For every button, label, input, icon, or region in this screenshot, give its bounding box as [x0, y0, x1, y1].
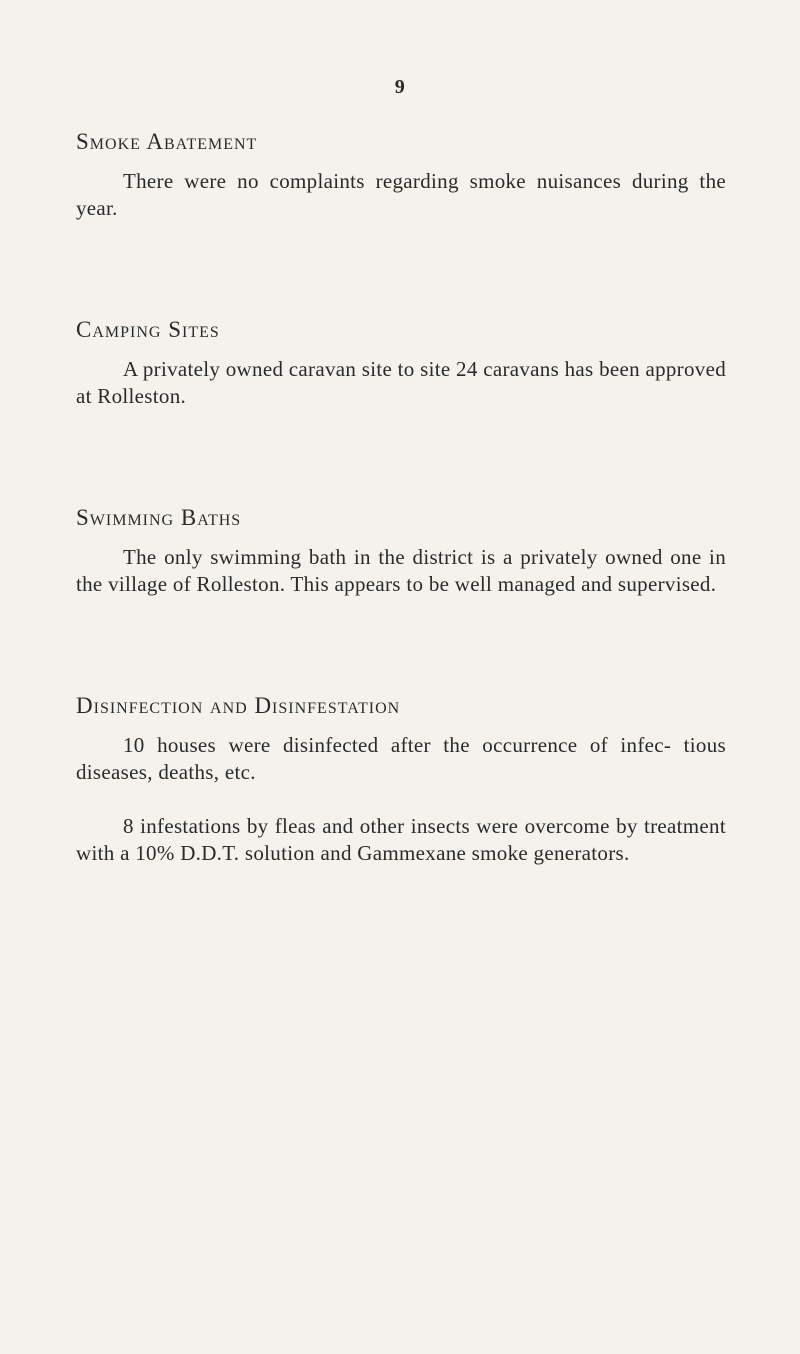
section-swimming-baths — [76, 504, 726, 598]
section-heading: Disinfection and Disinfestation — [76, 693, 401, 718]
paragraph: There were no complaints regarding smoke nuisances during the year. — [76, 169, 726, 220]
section-heading: Swimming Baths — [76, 505, 242, 530]
section-disinfection — [76, 692, 726, 867]
paragraph: 8 infestations by fleas and other insects were overcome by treatment with a 10% D.D.T. solution and Gammexane smoke generators. — [76, 814, 726, 865]
document-body — [76, 128, 726, 867]
paragraph: A privately owned caravan site to site 24 caravans has been approved at Rolleston. — [76, 357, 726, 408]
paragraph: The only swimming bath in the district is a privately owned one in the village of Rolleston. This appears to be well managed and supervised. — [76, 545, 726, 596]
section-smoke-abatement — [76, 128, 726, 222]
section-heading: Camping Sites — [76, 317, 220, 342]
paragraph: 10 houses were disinfected after the occurrence of infec- tious diseases, deaths, etc. — [76, 733, 726, 784]
section-heading: Smoke Abatement — [76, 129, 258, 154]
page-number: 9 — [394, 76, 406, 98]
section-camping-sites — [76, 316, 726, 410]
